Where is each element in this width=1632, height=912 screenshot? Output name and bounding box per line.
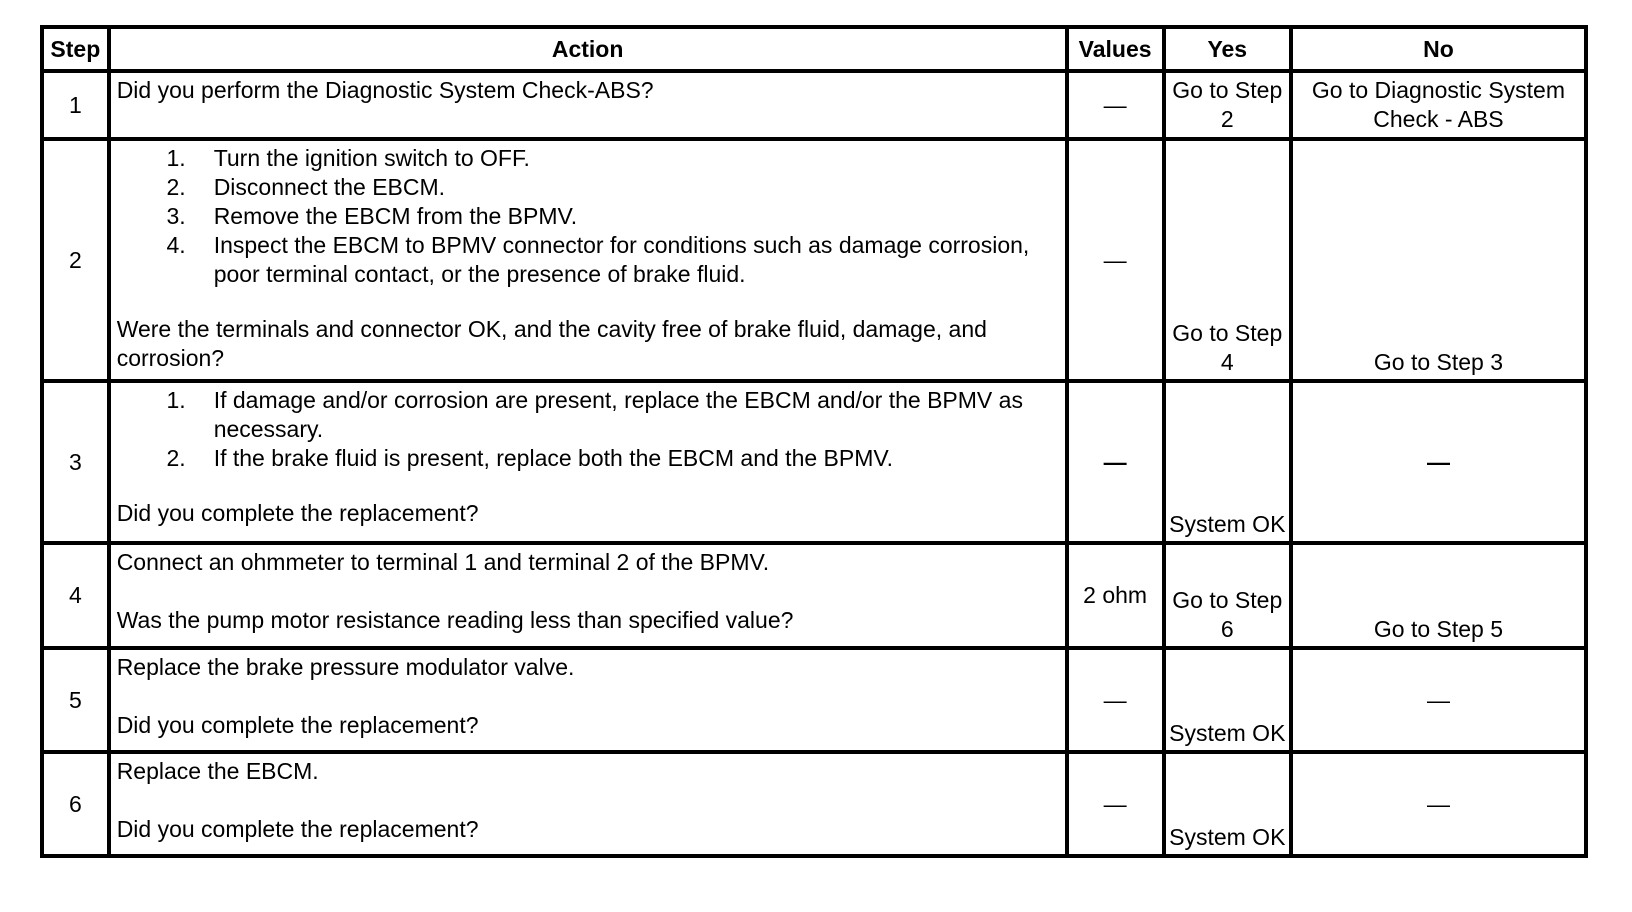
- action-instruction: Connect an ohmmeter to terminal 1 and terminal 2 of the BPMV.: [116, 549, 770, 575]
- no-cell: Go to Step 3: [1291, 139, 1586, 381]
- yes-cell: Go to Step 6: [1164, 543, 1291, 648]
- action-step-number: 2.: [166, 445, 186, 471]
- table-row: [42, 71, 1586, 139]
- action-step-text: Disconnect the EBCM.: [213, 174, 446, 200]
- header-no: No: [1291, 27, 1586, 71]
- yes-cell: Go to Step 4: [1164, 139, 1291, 381]
- no-cell: —: [1291, 648, 1586, 752]
- action-step: [117, 202, 1059, 231]
- table-row: [42, 648, 1586, 752]
- values-cell: —: [1067, 648, 1164, 752]
- table-row: [42, 381, 1586, 543]
- action-question: Did you perform the Diagnostic System Check-ABS?: [116, 77, 654, 103]
- step-number: 4: [42, 543, 109, 648]
- table-row: [42, 543, 1586, 648]
- table-row: [42, 752, 1586, 856]
- action-step-text: If the brake fluid is present, replace both the EBCM and the BPMV.: [213, 445, 893, 471]
- action-step: [117, 173, 1059, 202]
- action-step-text: If damage and/or corrosion are present, replace the EBCM and/or the BPMV as necessary.: [213, 387, 1023, 442]
- action-spacer: [117, 682, 1059, 711]
- action-question: Did you complete the replacement?: [116, 712, 479, 738]
- action-cell: [109, 752, 1067, 856]
- header-yes: Yes: [1164, 27, 1291, 71]
- action-step-list: [117, 386, 1059, 473]
- diagnostic-table-sheet: [40, 25, 1588, 891]
- action-instruction: Replace the brake pressure modulator valve.: [116, 654, 575, 680]
- values-cell: —: [1067, 71, 1164, 139]
- no-cell: —: [1291, 752, 1586, 856]
- yes-cell: Go to Step 2: [1164, 71, 1291, 139]
- action-step-number: 1.: [166, 145, 186, 171]
- values-cell: —: [1067, 139, 1164, 381]
- action-step-number: 3.: [166, 203, 186, 229]
- action-spacer: [117, 577, 1059, 606]
- action-step: [117, 231, 1059, 289]
- step-number: 6: [42, 752, 109, 856]
- no-cell: Go to Step 5: [1291, 543, 1586, 648]
- action-step: [117, 444, 1059, 473]
- header-step: Step: [42, 27, 109, 71]
- action-question: Was the pump motor resistance reading less than specified value?: [116, 607, 794, 633]
- action-cell: [109, 648, 1067, 752]
- no-cell: Go to Diagnostic System Check - ABS: [1291, 71, 1586, 139]
- action-spacer: [117, 786, 1059, 815]
- yes-cell: System OK: [1164, 381, 1291, 543]
- yes-cell: System OK: [1164, 752, 1291, 856]
- action-question: Were the terminals and connector OK, and the cavity free of brake fluid, damage, and corrosion?: [116, 316, 987, 371]
- action-step-text: Turn the ignition switch to OFF.: [213, 145, 530, 171]
- values-cell: 2 ohm: [1067, 543, 1164, 648]
- yes-cell: System OK: [1164, 648, 1291, 752]
- action-question: Did you complete the replacement?: [116, 500, 479, 526]
- step-number: 2: [42, 139, 109, 381]
- step-number: 1: [42, 71, 109, 139]
- action-cell: [109, 381, 1067, 543]
- action-step-text: Remove the EBCM from the BPMV.: [213, 203, 578, 229]
- action-step-text: Inspect the EBCM to BPMV connector for conditions such as damage corrosion, poor terminal contact, or the presence of brake fluid.: [213, 232, 1030, 287]
- action-instruction: Replace the EBCM.: [116, 758, 319, 784]
- values-cell: —: [1067, 752, 1164, 856]
- action-step-number: 4.: [166, 232, 186, 258]
- no-cell: —: [1291, 381, 1586, 543]
- action-cell: [109, 139, 1067, 381]
- values-cell: —: [1067, 381, 1164, 543]
- action-step: [117, 386, 1059, 444]
- action-step-list: [117, 144, 1059, 289]
- action-cell: [109, 71, 1067, 139]
- action-cell: [109, 543, 1067, 648]
- step-number: 3: [42, 381, 109, 543]
- header-values: Values: [1067, 27, 1164, 71]
- action-question: Did you complete the replacement?: [116, 816, 479, 842]
- diagnostic-table: [40, 25, 1588, 858]
- action-step-number: 1.: [166, 387, 186, 413]
- action-step: [117, 144, 1059, 173]
- header-action: Action: [109, 27, 1067, 71]
- step-number: 5: [42, 648, 109, 752]
- action-step-number: 2.: [166, 174, 186, 200]
- table-row: [42, 139, 1586, 381]
- header-row: [42, 27, 1586, 71]
